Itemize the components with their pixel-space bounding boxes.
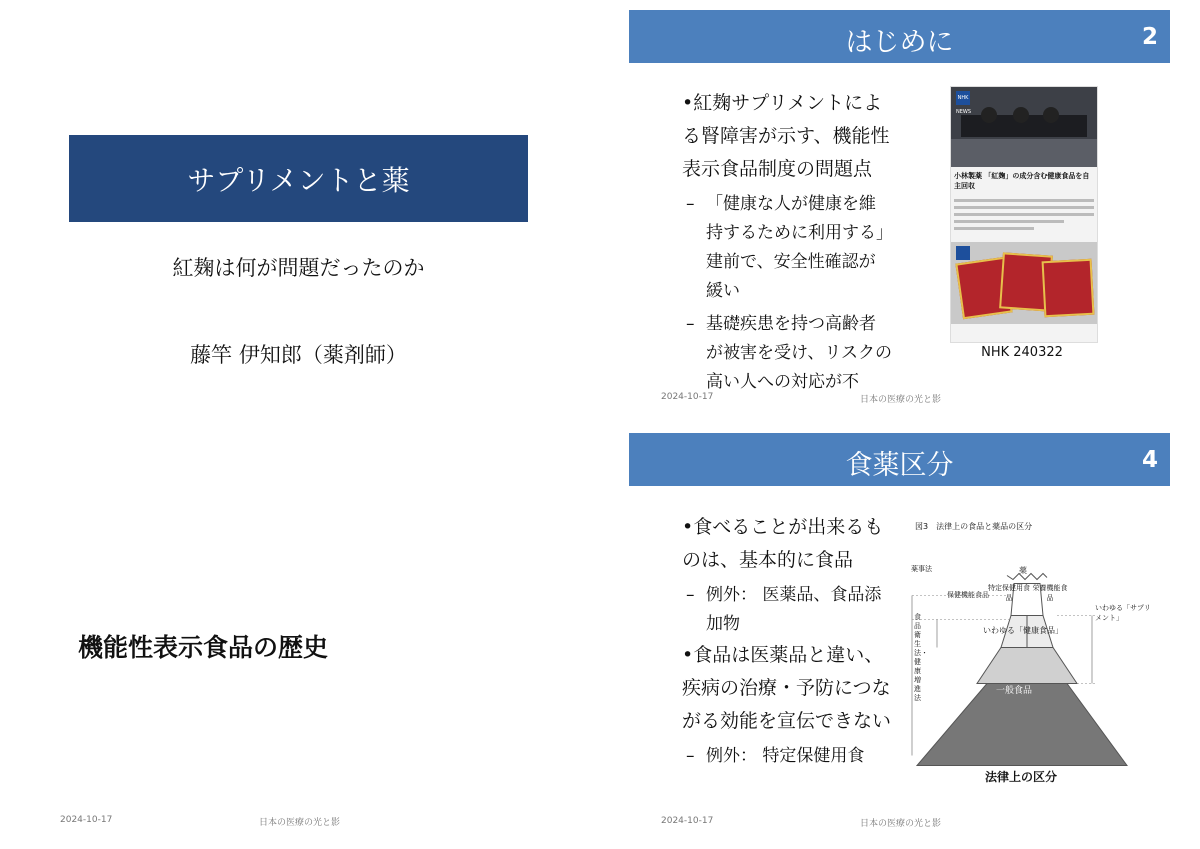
food-drug-classification-diagram <box>907 533 1157 798</box>
slide-2-header <box>629 10 1170 63</box>
slide-2-number: 2 <box>1141 24 1158 50</box>
label-supplement: いわゆる「サプリメント」 <box>1095 604 1151 622</box>
footer-title-2: 日本の医療の光と影 <box>860 395 942 405</box>
nhk-badge: NHK NEWS <box>956 91 970 105</box>
footer-title-4: 日本の医療の光と影 <box>860 819 942 829</box>
label-health-function: 保健機能食品 <box>947 591 989 599</box>
section-heading: 機能性表示食品の歴史 <box>78 633 329 662</box>
label-health-food: いわゆる「健康食品」 <box>983 626 1063 635</box>
sub-bullet-item: – 「健康な人が健康を維持するために利用する」建前で、安全性確認が緩い <box>682 190 892 306</box>
bullet-item: •食品は医薬品と違い、疾病の治療・予防につながる効能を宣伝できない <box>682 644 892 732</box>
footer-date-2: 2024-10-17 <box>661 392 714 402</box>
figure-title: 図3 法律上の食品と薬品の区分 <box>915 522 1033 531</box>
slide-title: サプリメントと薬 <box>187 163 410 197</box>
news-headline: 小林製薬 「紅麹」の成分含む健康食品を自主回収 <box>954 172 1090 190</box>
label-general-food: 一般食品 <box>996 686 1033 696</box>
slide-2-title: はじめに <box>845 27 954 58</box>
footer-title-left: 日本の医療の光と影 <box>259 818 341 828</box>
nhk-news-image <box>950 86 1098 343</box>
slide-4-title: 食薬区分 <box>845 450 954 481</box>
slide-4-number: 4 <box>1141 447 1158 473</box>
dash-icon: – <box>686 314 695 334</box>
slide-author: 藤竿 伊知郎（薬剤師） <box>190 343 407 367</box>
slide-2 <box>629 10 1170 420</box>
sub-bullet-item: – 例外： 特定保健用食 <box>682 742 892 771</box>
bullet-item: •食べることが出来るものは、基本的に食品 <box>682 516 884 571</box>
slide-2-body <box>682 87 892 397</box>
diagram-caption: 法律上の区分 <box>985 770 1058 784</box>
article-text-lines <box>954 199 1094 234</box>
nhk-badge-2 <box>956 246 970 260</box>
label-nutrition: 栄養機能食品 <box>1032 584 1068 602</box>
label-food-sanitation-law: 食品衛生法・健康増進法 <box>914 613 928 702</box>
footer-date-4: 2024-10-17 <box>661 816 714 826</box>
slide-subtitle: 紅麹は何が問題だったのか <box>172 256 425 280</box>
dash-icon: – <box>686 194 695 214</box>
sub-bullet-item: – 例外： 医薬品、食品添加物 <box>682 581 892 639</box>
dash-icon: – <box>686 746 695 766</box>
sub-bullet-item: – 基礎疾患を持つ高齢者が被害を受け、リスクの高い人への対応が不 <box>682 310 892 397</box>
product-photo <box>951 242 1097 324</box>
bullet-item: •紅麹サプリメントによる腎障害が示す、機能性表示食品制度の問題点 <box>682 92 890 180</box>
label-pharma-law: 薬事法 <box>911 565 932 573</box>
image-source-label: NHK 240322 <box>981 345 1063 360</box>
label-drug: 薬 <box>1019 566 1027 575</box>
slide-4-header <box>629 433 1170 486</box>
slide-4-body <box>682 511 892 771</box>
footer-date-left: 2024-10-17 <box>60 815 113 825</box>
dash-icon: – <box>686 585 695 605</box>
press-conference-photo <box>951 87 1097 167</box>
slide-title-box <box>69 135 528 222</box>
slide-4 <box>629 433 1170 833</box>
label-tokuho: 特定保健用食品 <box>988 584 1030 602</box>
